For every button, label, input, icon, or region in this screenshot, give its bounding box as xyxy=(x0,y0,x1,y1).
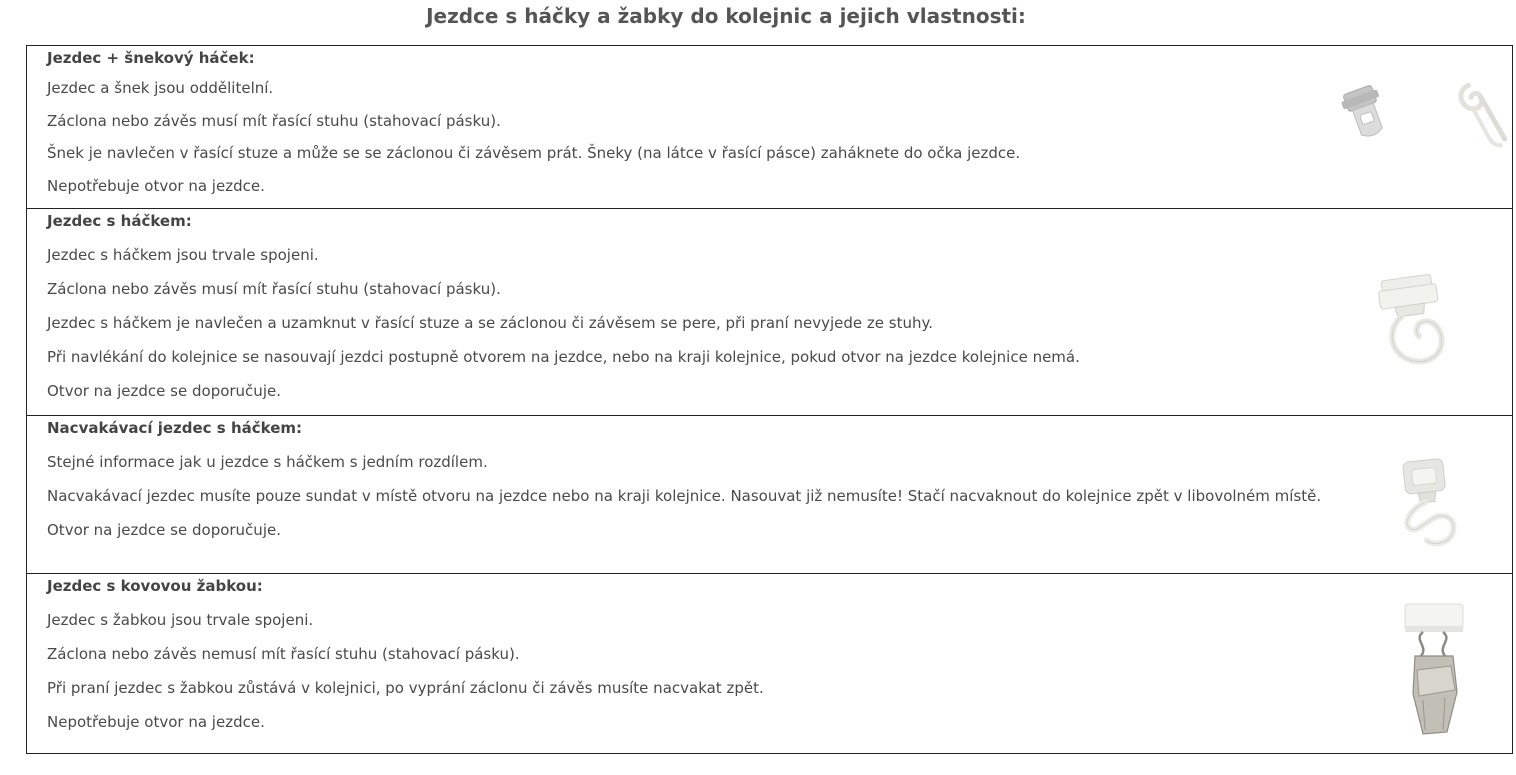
section-line: Nepotřebuje otvor na jezdce. xyxy=(47,176,265,195)
section-heading: Jezdec s háčkem: xyxy=(47,212,192,230)
section-heading: Nacvakávací jezdec s háčkem: xyxy=(47,419,303,437)
section-line: Jezdec s žabkou jsou trvale spojeni. xyxy=(47,611,314,629)
section-line: Nacvakávací jezdec musíte pouze sundat v místě otvoru na jezdce nebo na kraji kolejnice. Nasouvat již nemusíte! Stačí nacvaknout do kolejnice zpět v libovolném místě. xyxy=(47,487,1322,505)
glider-with-hook-icon xyxy=(1373,271,1453,375)
section-line: Otvor na jezdce se doporučuje. xyxy=(47,521,281,539)
section-image-cell xyxy=(1283,46,1513,209)
snail-hook-icon xyxy=(1453,76,1513,156)
page-title: Jezdce s háčky a žabky do kolejnic a jejich vlastnosti: xyxy=(426,4,1026,28)
section-image-cell xyxy=(1283,209,1513,416)
table-row xyxy=(27,209,1513,416)
section-heading: Jezdec + šnekový háček: xyxy=(47,49,255,67)
properties-table xyxy=(26,45,1513,754)
section-line: Otvor na jezdce se doporučuje. xyxy=(47,382,281,400)
snap-glider-with-hook-icon xyxy=(1393,456,1465,552)
section-line: Nepotřebuje otvor na jezdce. xyxy=(47,713,265,731)
table-row xyxy=(27,416,1513,574)
section-image-cell xyxy=(1283,416,1513,574)
section-line: Záclona nebo závěs musí mít řasící stuhu (stahovací pásku). xyxy=(47,280,501,298)
section-line: Stejné informace jak u jezdce s háčkem s jedním rozdílem. xyxy=(47,453,488,471)
section-line: Při praní jezdec s žabkou zůstává v kolejnici, po vyprání záclonu či závěs musíte nacvakat zpět. xyxy=(47,679,764,697)
section-text-cell xyxy=(27,416,1322,574)
section-line: Šnek je navlečen v řasící stuze a může se se záclonou či závěsem prát. Šneky (na látce v řasící pásce) zaháknete do očka jezdce. xyxy=(47,144,1021,162)
table-row xyxy=(27,46,1513,209)
section-line: Jezdec s háčkem jsou trvale spojeni. xyxy=(47,246,319,264)
section-text-cell xyxy=(27,46,1283,209)
section-line: Jezdec s háčkem je navlečen a uzamknut v řasící stuze a se záclonou či závěsem se pere, při praní nevyjede ze stuhy. xyxy=(47,314,933,332)
section-line: Záclona nebo závěs musí mít řasící stuhu (stahovací pásku). xyxy=(47,111,501,130)
section-text-cell xyxy=(27,574,1283,754)
section-line: Jezdec a šnek jsou oddělitelní. xyxy=(47,79,274,97)
glider-icon xyxy=(1337,80,1397,150)
section-heading: Jezdec s kovovou žabkou: xyxy=(47,577,263,595)
glider-with-metal-clip-icon xyxy=(1399,600,1469,740)
section-image-cell xyxy=(1283,574,1513,754)
section-line: Při navlékání do kolejnice se nasouvají jezdci postupně otvorem na jezdce, nebo na kraji kolejnice, pokud otvor na jezdce kolejnice nemá. xyxy=(47,348,1080,366)
table-row xyxy=(27,574,1513,754)
section-line: Záclona nebo závěs nemusí mít řasící stuhu (stahovací pásku). xyxy=(47,645,520,663)
section-text-cell xyxy=(27,209,1283,416)
